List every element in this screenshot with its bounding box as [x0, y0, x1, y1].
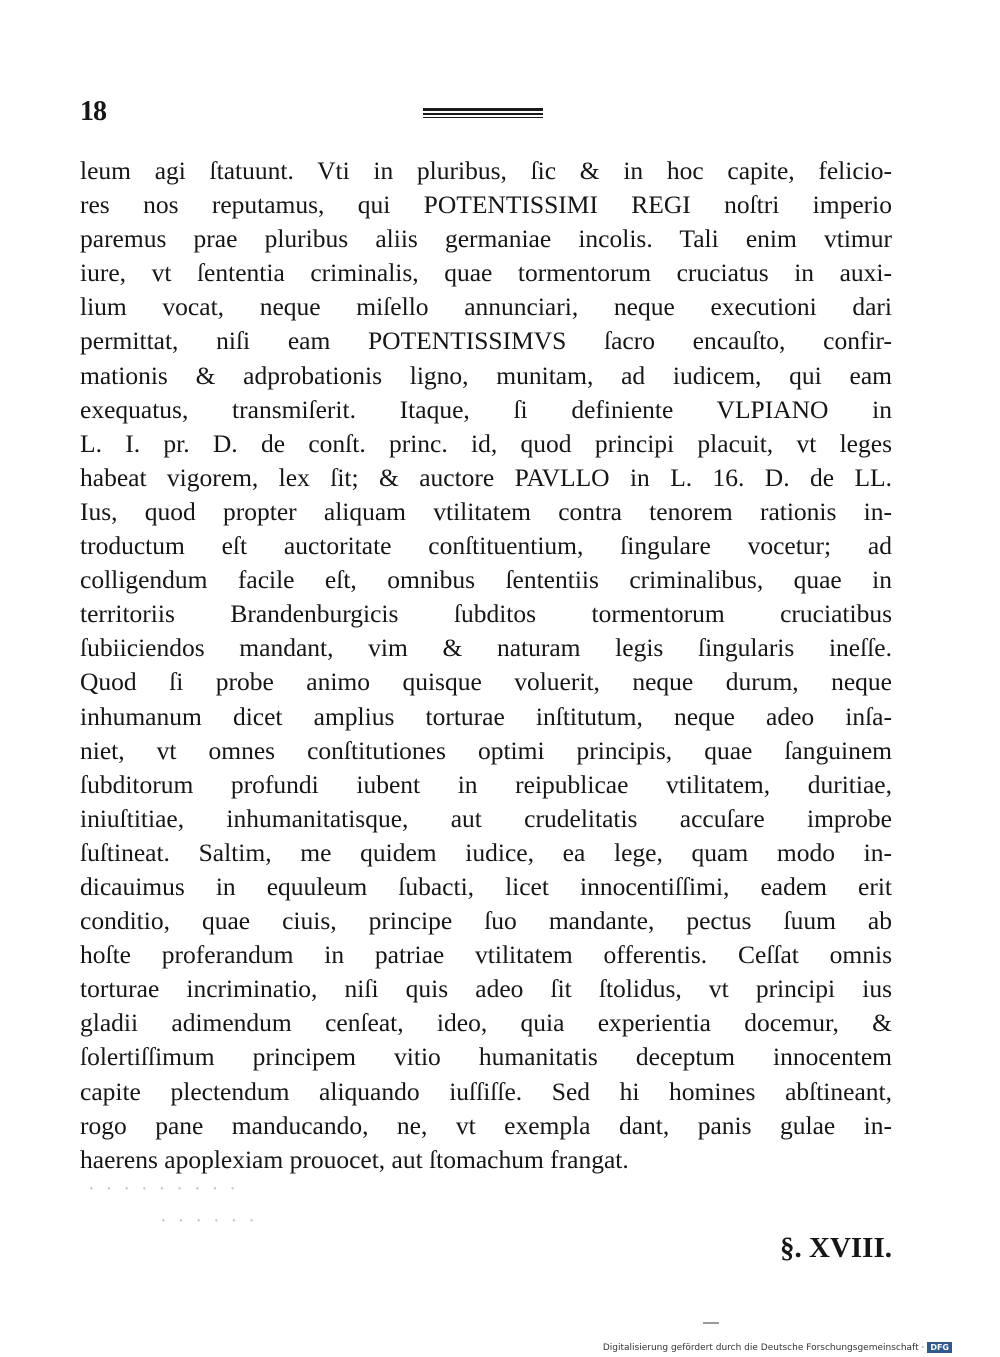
text-line: hoſte proferandum in patriae vtilitatem offerentis. Ceſſat omnis [80, 940, 892, 970]
text-line: ſuſtineat. Saltim, me quidem iudice, ea lege, quam modo in- [80, 837, 892, 867]
text-line: permittat, niſi eam POTENTISSIMVS ſacro encauſto, confir- [80, 326, 892, 356]
text-line: lium vocat, neque miſello annunciari, neque executioni dari [80, 292, 892, 322]
text-line: capite plectendum aliquando iuſſiſſe. Sed hi homines abſtineant, [80, 1076, 892, 1106]
text-line: iniuſtitiae, inhumanitatisque, aut crudelitatis accuſare improbe [80, 803, 892, 833]
faint-bleedthrough: · · · · · · [160, 1210, 258, 1232]
text-line: ſubditorum profundi iubent in reipublicae vtilitatem, duritiae, [80, 769, 892, 799]
body-paragraph [80, 154, 892, 1177]
page-number: 18 [80, 96, 106, 127]
text-line: rogo pane manducando, ne, vt exempla dant, panis gulae in- [80, 1110, 892, 1140]
text-line: leum agi ſtatuunt. Vti in pluribus, ſic & in hoc capite, felicio- [80, 156, 892, 185]
text-line: ſubiiciendos mandant, vim & naturam legis ſingularis ineſſe. [80, 633, 892, 663]
credit-text: Digitalisierung gefördert durch die Deutsche Forschungsgemeinschaft · [602, 1342, 925, 1353]
header-rule-bar [423, 108, 543, 111]
text-line: Quod ſi probe animo quisque voluerit, neque durum, neque [80, 667, 892, 697]
text-line: mationis & adprobationis ligno, munitam, ad iudicem, qui eam [80, 360, 892, 390]
text-line: colligendum facile eſt, omnibus ſententiis criminalibus, quae in [80, 565, 892, 595]
text-line: troductum eſt auctoritate conſtituentium, ſingulare vocetur; ad [80, 531, 892, 561]
text-line: inhumanum dicet amplius torturae inſtitutum, neque adeo inſa- [80, 701, 892, 731]
text-line: ſolertiſſimum principem vitio humanitatis deceptum innocentem [80, 1042, 892, 1072]
page-mark-dash [703, 1322, 719, 1324]
header-rule-bar [423, 117, 543, 118]
catchword-section-mark: §. XVIII. [780, 1232, 892, 1264]
text-line: Ius, quod propter aliquam vtilitatem contra tenorem rationis in- [80, 496, 892, 526]
text-line: habeat vigorem, lex ſit; & auctore PAVLLO in L. 16. D. de LL. [80, 462, 892, 492]
text-line: niet, vt omnes conſtitutiones optimi principis, quae ſanguinem [80, 735, 892, 765]
text-line: conditio, quae ciuis, principe ſuo mandante, pectus ſuum ab [80, 906, 892, 936]
text-line: gladii adimendum cenſeat, ideo, quia experientia docemur, & [80, 1008, 892, 1038]
text-line: res nos reputamus, qui POTENTISSIMI REGI noſtri imperio [80, 190, 892, 220]
dfg-logo-icon: DFG [927, 1342, 952, 1353]
digitization-credit [603, 1342, 952, 1353]
text-line: L. I. pr. D. de conſt. princ. id, quod principi placuit, vt leges [80, 428, 892, 458]
faint-bleedthrough: · · · · · · · · · [88, 1178, 239, 1200]
header-ornament-rule [423, 108, 543, 122]
text-line: torturae incriminatio, niſi quis adeo ſit ſtolidus, vt principi ius [80, 974, 892, 1004]
text-line: iure, vt ſententia criminalis, quae tormentorum cruciatus in auxi- [80, 258, 892, 288]
text-line: exequatus, transmiſerit. Itaque, ſi definiente VLPIANO in [80, 394, 892, 424]
text-line: haerens apoplexiam prouocet, aut ſtomachum frangat. [80, 1144, 629, 1174]
text-line: dicauimus in equuleum ſubacti, licet innocentiſſimi, eadem erit [80, 871, 892, 901]
header-rule-bar [423, 113, 543, 115]
text-line: territoriis Brandenburgicis ſubditos tormentorum cruciatibus [80, 599, 892, 629]
text-line: paremus prae pluribus aliis germaniae incolis. Tali enim vtimur [80, 224, 892, 254]
